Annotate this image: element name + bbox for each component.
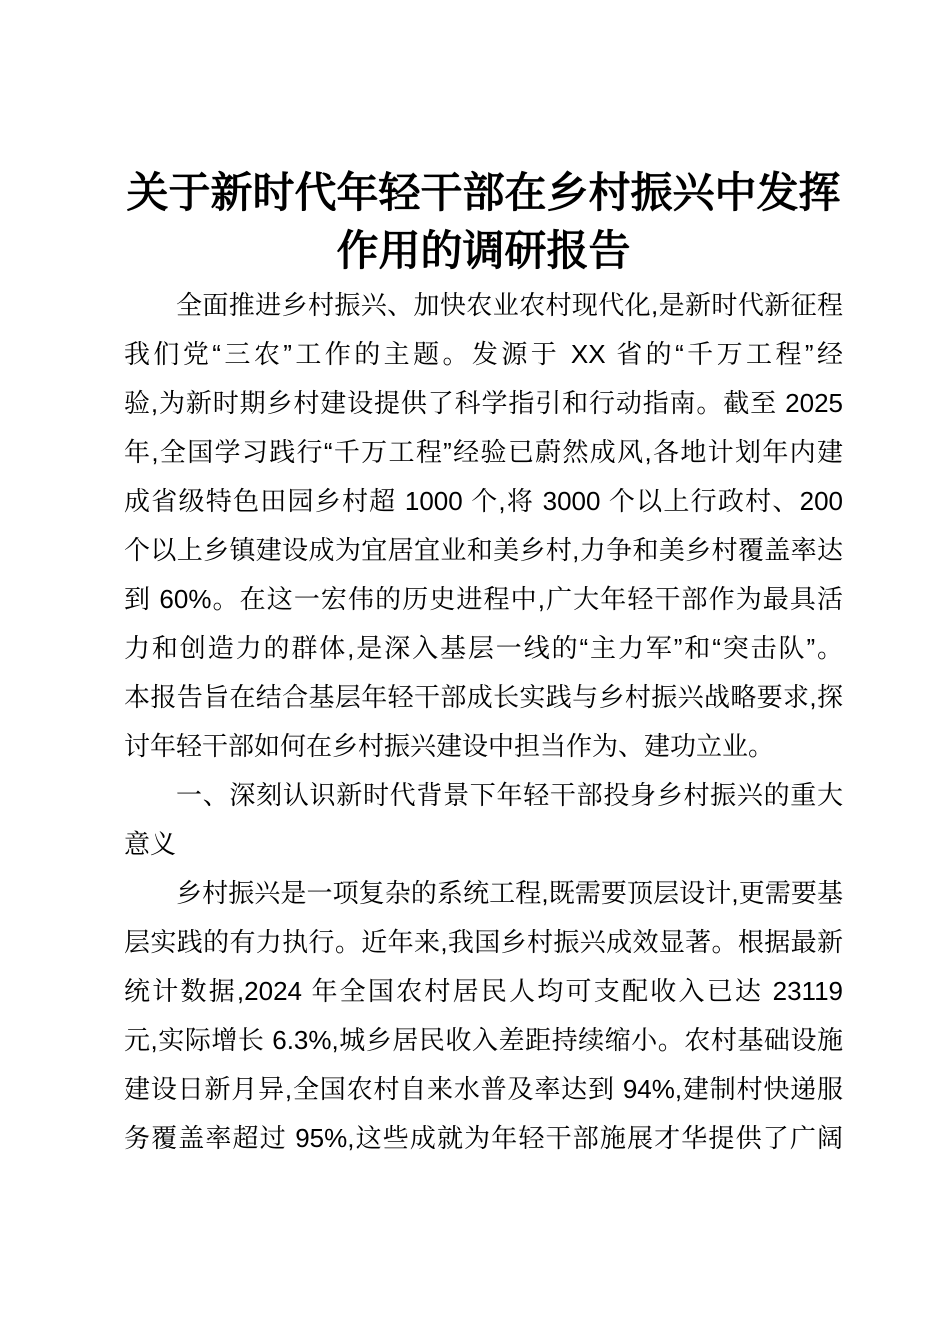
paragraph-line: 全面推进乡村振兴、加快农业农村现代化,是新时代新征程 [176,290,843,320]
paragraph-line: 建设日新月异,全国农村自来水普及率达到 94%,建制村快递服 [124,1074,843,1104]
paragraph-line: 个以上乡镇建设成为宜居宜业和美乡村,力争和美乡村覆盖率达 [124,535,843,565]
body-paragraph [124,281,843,771]
body-paragraph [124,869,843,1163]
paragraph-line: 一、深刻认识新时代背景下年轻干部投身乡村振兴的重大 [176,780,843,810]
paragraph-line: 元,实际增长 6.3%,城乡居民收入差距持续缩小。农村基础设施 [124,1025,843,1055]
paragraph-line: 力和创造力的群体,是深入基层一线的“主力军”和“突击队”。 [124,633,843,663]
paragraph-line: 我们党“三农”工作的主题。发源于 XX 省的“千万工程”经 [124,339,843,369]
section-heading [124,771,843,869]
paragraph-line: 统计数据,2024 年全国农村居民人均可支配收入已达 23119 [124,976,843,1006]
document-body [124,281,843,1163]
paragraph-line: 本报告旨在结合基层年轻干部成长实践与乡村振兴战略要求,探 [124,682,843,712]
document-title: 关于新时代年轻干部在乡村振兴中发挥作用的调研报告 [126,171,841,275]
paragraph-line: 务覆盖率超过 95%,这些成就为年轻干部施展才华提供了广阔 [124,1123,843,1153]
paragraph-line: 讨年轻干部如何在乡村振兴建设中担当作为、建功立业。 [124,731,775,761]
paragraph-line: 年,全国学习践行“千万工程”经验已蔚然成风,各地计划年内建 [124,437,843,467]
paragraph-line: 乡村振兴是一项复杂的系统工程,既需要顶层设计,更需要基 [176,878,843,908]
paragraph-line: 到 60%。在这一宏伟的历史进程中,广大年轻干部作为最具活 [124,584,843,614]
paragraph-line: 成省级特色田园乡村超 1000 个,将 3000 个以上行政村、200 [124,486,843,516]
paragraph-line: 意义 [124,829,177,859]
paragraph-line: 层实践的有力执行。近年来,我国乡村振兴成效显著。根据最新 [124,927,843,957]
paragraph-line: 验,为新时期乡村建设提供了科学指引和行动指南。截至 2025 [124,388,843,418]
